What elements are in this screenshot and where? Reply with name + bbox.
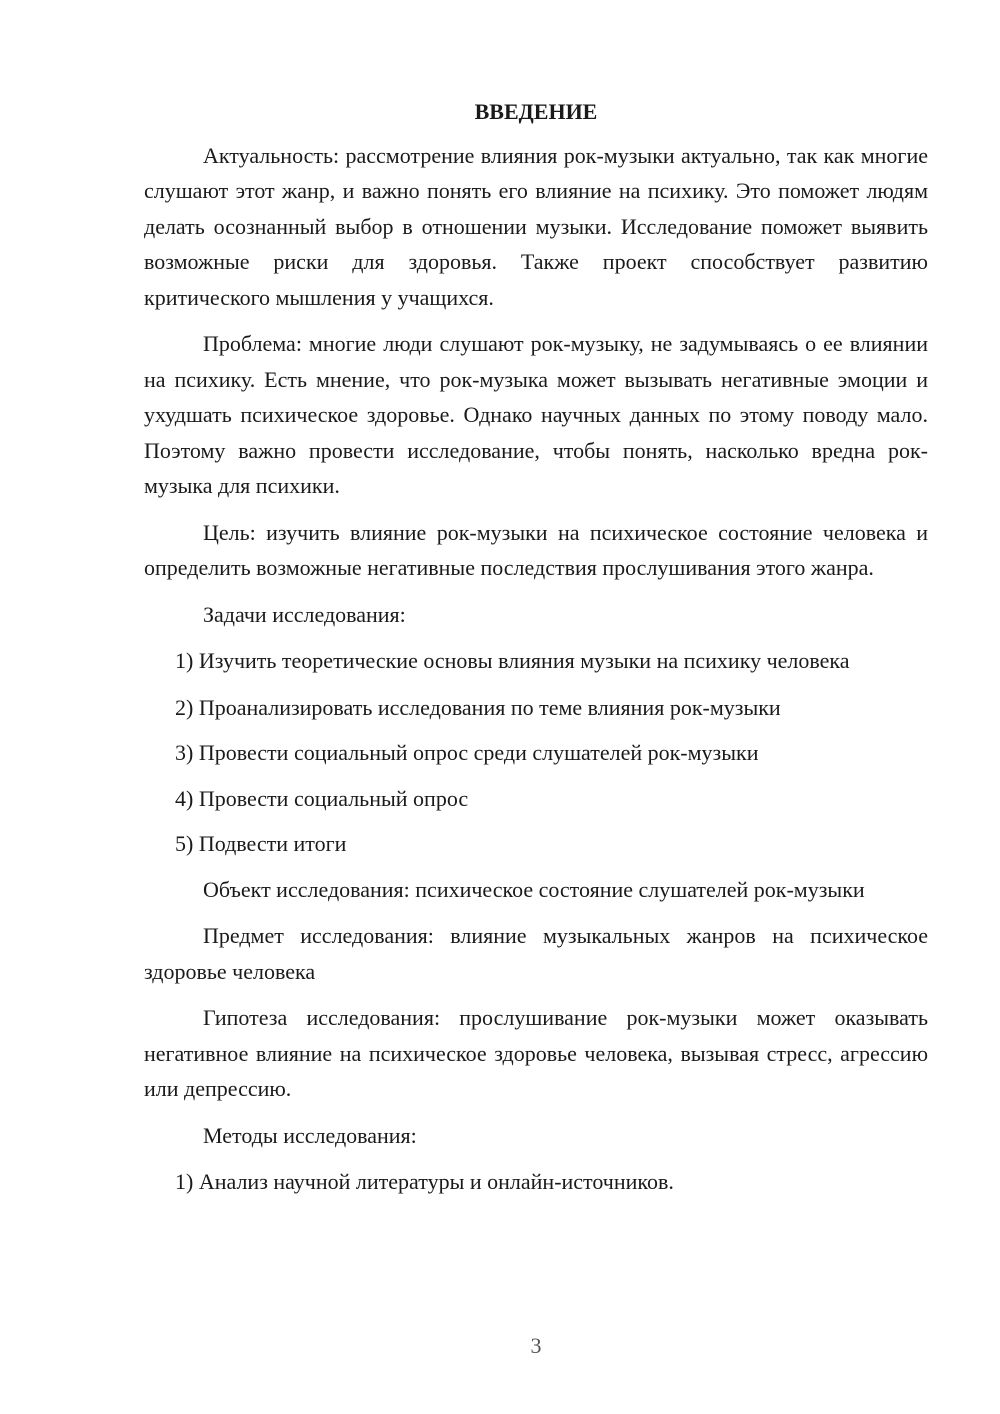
object-paragraph: Объект исследования: психическое состояние слушателей рок-музыки <box>203 876 865 902</box>
page-title: ВВЕДЕНИЕ <box>474 99 598 124</box>
hypothesis-paragraph: Гипотеза исследования: прослушивание рок-музыки может оказывать негативное влияние на психическое здоровье человека, вызывая стресс, агрессию или депрессию. <box>144 1005 928 1101</box>
problem-paragraph: Проблема: многие люди слушают рок-музыку, не задумываясь о ее влиянии на психику. Есть мнение, что рок-музыка может вызывать негативные эмоции и ухудшать психическое здоровье. Однако научных данных по этому поводу мало. Поэтому важно провести исследование, чтобы понять, насколько вредна рок-музыка для психики. <box>144 331 928 498</box>
task-item-1: 1) Изучить теоретические основы влияния музыки на психику человека <box>175 648 850 673</box>
page-content <box>144 94 928 1210</box>
page-number: 3 <box>530 1333 542 1358</box>
tasks-heading: Задачи исследования: <box>203 601 406 627</box>
task-item-2: 2) Проанализировать исследования по теме влияния рок-музыки <box>175 694 781 720</box>
subject-paragraph: Предмет исследования: влияние музыкальных жанров на психическое здоровье человека <box>144 923 928 984</box>
task-item-5: 5) Подвести итоги <box>175 831 347 856</box>
task-item-3: 3) Провести социальный опрос среди слушателей рок-музыки <box>175 740 759 765</box>
task-item-4: 4) Провести социальный опрос <box>175 785 469 811</box>
relevance-paragraph: Актуальность: рассмотрение влияния рок-музыки актуально, так как многие слушают этот жанр, и важно понять его влияние на психику. Это поможет людям делать осознанный выбор в отношении музыки. Исследование поможет выявить возможные риски для здоровья. Также проект способствует развитию критического мышления у учащихся. <box>144 142 928 310</box>
goal-paragraph: Цель: изучить влияние рок-музыки на психическое состояние человека и определить возможные негативные последствия прослушивания этого жанра. <box>144 519 928 580</box>
methods-heading: Методы исследования: <box>203 1122 417 1148</box>
method-item-1: 1) Анализ научной литературы и онлайн-источников. <box>175 1169 674 1194</box>
